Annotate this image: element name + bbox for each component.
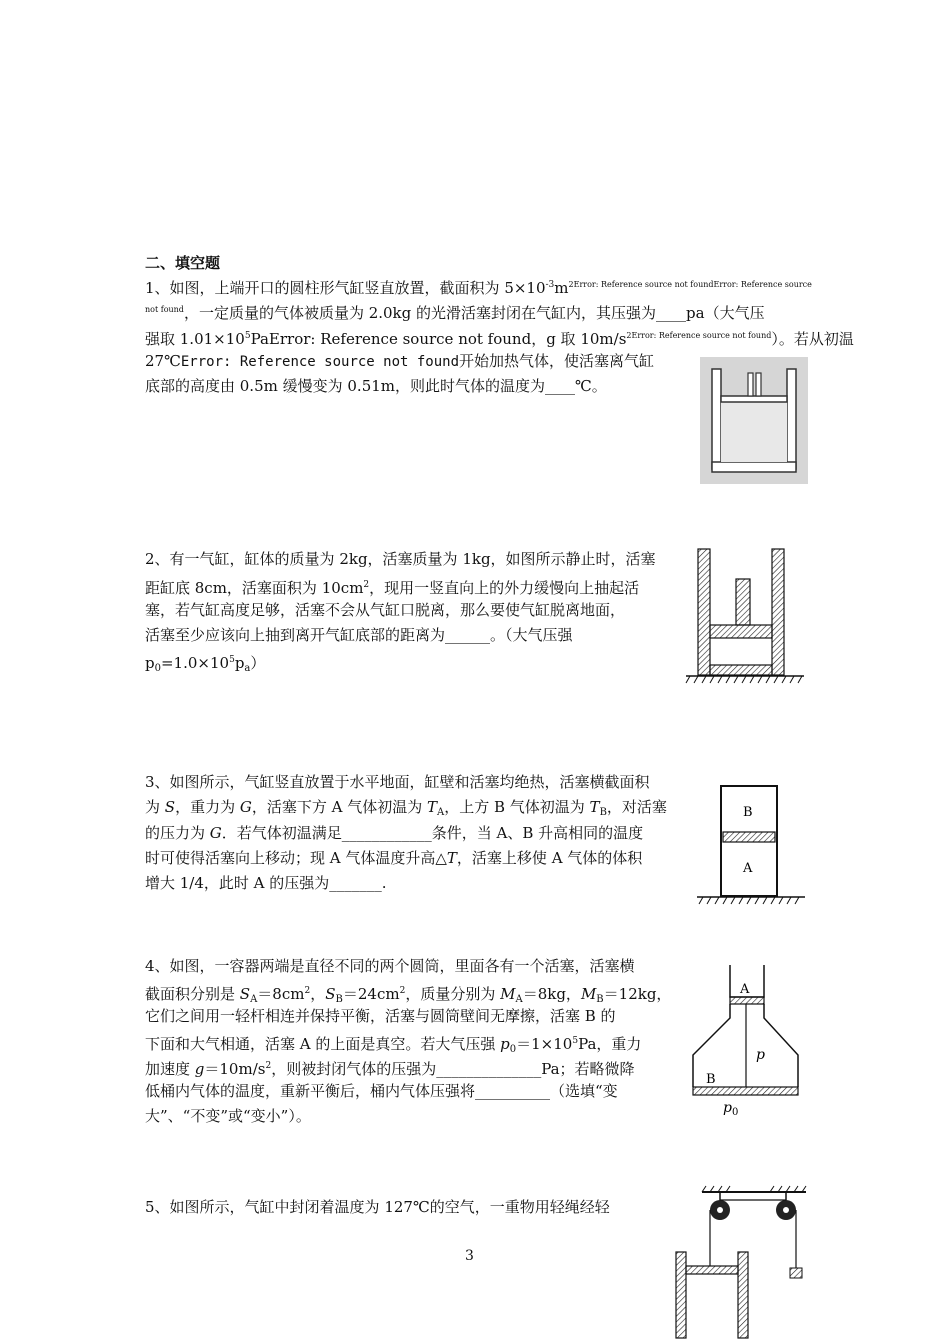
- q3-cylinder-figure: [697, 784, 807, 909]
- q3-line-1: 3、如图所示，气缸竖直放置于水平地面，缸壁和活塞均绝热，活塞横截面积: [145, 773, 650, 791]
- q2-line-4: 活塞至少应该向上抽到离开气缸底部的距离为______。（大气压强: [145, 626, 573, 644]
- q4-line-5: 加速度 $g=10m/s^2$，则被封闭气体的压强为______________Pa；若略微降: [145, 1060, 635, 1078]
- q3-line-3: 的压力为 G．若气体初温满足____________条件，当 A、B 升高相同的温度: [145, 824, 644, 842]
- q3-line-4: 时可使得活塞向上移动；现 A 气体温度升高△T，活塞上移使 A 气体的体积: [145, 849, 643, 867]
- q2-line-3: 塞，若气缸高度足够，活塞不会从气缸口脱离，那么要使气缸脱离地面，: [145, 601, 626, 619]
- q1-cylinder-figure: [700, 357, 808, 484]
- q4-line-2: 截面积分别是 $S_A=8cm^2$，$S_B=24cm^2$，质量分别为 $M_A=8kg$，$M_B=12kg$，: [145, 985, 672, 1005]
- q4-label-a: A: [740, 982, 750, 997]
- q3-line-2: 为 S，重力为 G，活塞下方 A 气体初温为 $T_A$，上方 B 气体初温为 $T_B$，对活塞: [145, 798, 667, 818]
- q4-label-b: B: [706, 1072, 716, 1087]
- page-number: 3: [465, 1248, 474, 1264]
- q2-cylinder-figure: [686, 547, 806, 687]
- q1-line-1: 1、如图，上端开口的圆柱形气缸竖直放置，截面积为 $5\times 10^{-3}m^{2Error: Reference source not foundError: Reference source}$: [145, 279, 812, 297]
- q4-label-p: p: [756, 1047, 765, 1063]
- q3-label-a: A: [743, 861, 753, 876]
- q2-line-5: $p_0=1.0\times 10^5p_a$）: [145, 654, 266, 674]
- q4-line-3: 它们之间用一轻杆相连并保持平衡，活塞与圆筒壁间无摩擦，活塞 B 的: [145, 1007, 616, 1025]
- q4-line-1: 4、如图，一容器两端是直径不同的两个圆筒，里面各有一个活塞，活塞横: [145, 957, 635, 975]
- q2-line-2: 距缸底 8cm，活塞面积为 $10cm^2$，现用一竖直向上的外力缓慢向上抽起活: [145, 579, 640, 597]
- q5-line-1: 5、如图所示，气缸中封闭着温度为 127℃的空气，一重物用轻绳经轻: [145, 1198, 610, 1216]
- q1-line-2: $^{not found}$，一定质量的气体被质量为 2.0kg 的光滑活塞封闭在气缸内，其压强为____pa（大气压: [145, 304, 765, 322]
- q4-line-4: 下面和大气相通，活塞 A 的上面是真空。若大气压强 $p_0=1\times 10^5Pa$，重力: [145, 1035, 642, 1055]
- q1-line-3: 强取 $1.01\times 10^5PaError$: Reference source not found，g 取 $10m/s^{2Error: Reference source not found}$）。若从初温: [145, 330, 854, 348]
- q4-line-7: 大”、“不变”或“变小”）。: [145, 1107, 311, 1125]
- q4-line-6: 低桶内气体的温度，重新平衡后，桶内气体压强将__________（选填“变: [145, 1082, 618, 1100]
- q1-line-5: 底部的高度由 0.5m 缓慢变为 0.51m，则此时气体的温度为____℃。: [145, 377, 607, 395]
- q3-line-5: 增大 1/4，此时 A 的压强为_______.: [145, 874, 387, 892]
- section-title: 二、填空题: [145, 254, 221, 272]
- q3-label-b: B: [743, 805, 753, 820]
- q1-line-4: 27℃Error: Reference source not found开始加热气体，使活塞离气缸: [145, 352, 655, 370]
- q5-pulley-figure: [676, 1186, 808, 1340]
- q4-container-figure: [690, 963, 802, 1118]
- q4-label-p0: $p_0$: [723, 1100, 739, 1118]
- q2-line-1: 2、有一气缸，缸体的质量为 2kg，活塞质量为 1kg，如图所示静止时，活塞: [145, 550, 656, 568]
